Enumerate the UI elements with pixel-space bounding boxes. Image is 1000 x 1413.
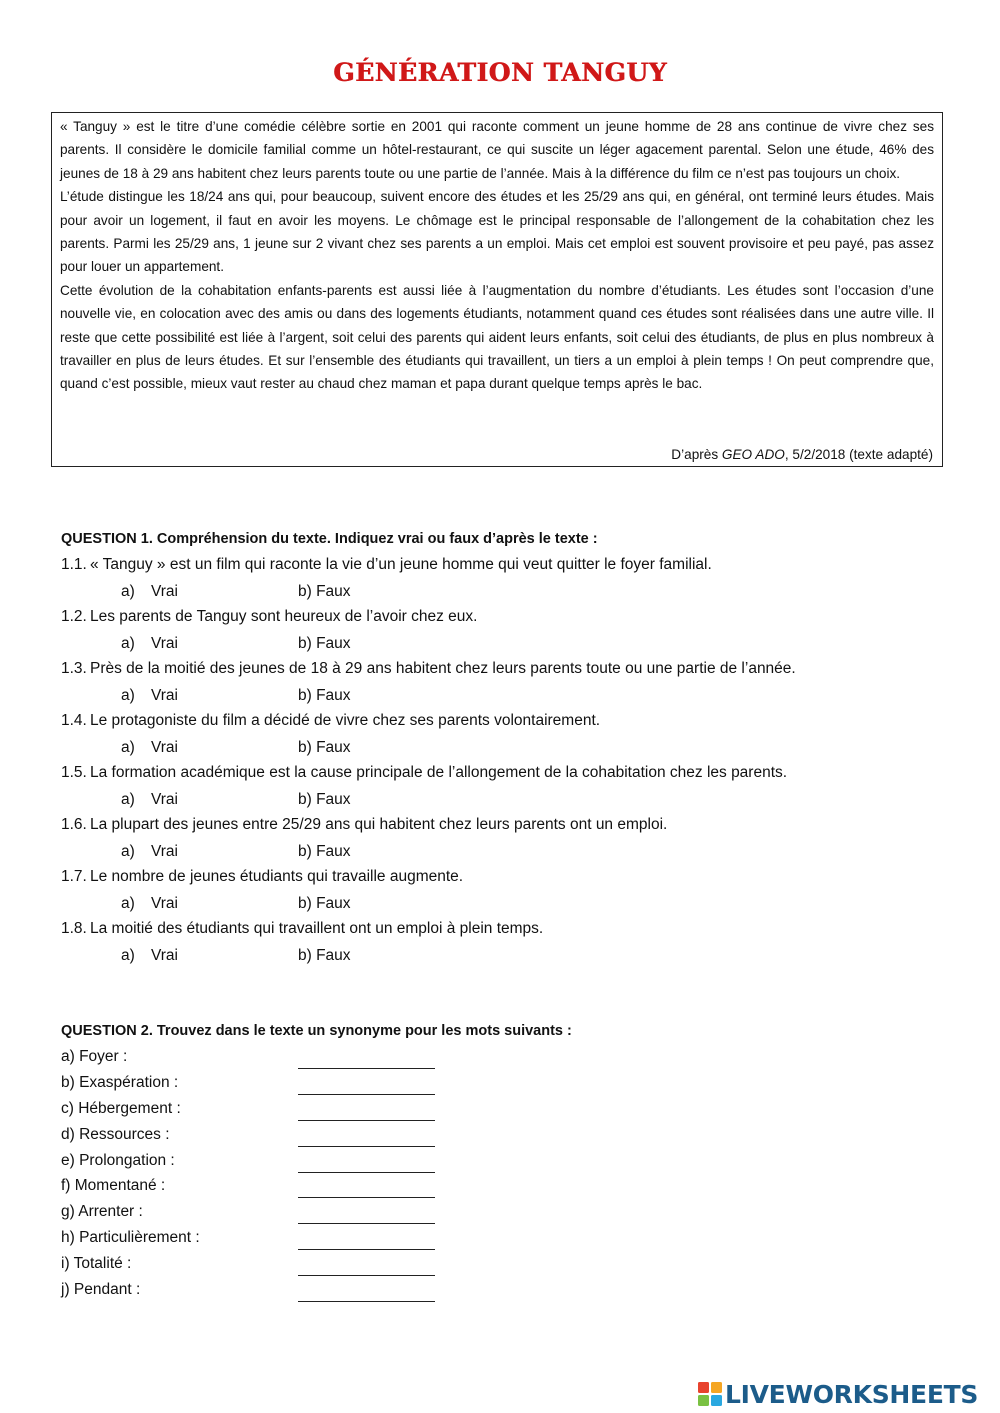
option-label: Vrai [151,791,178,808]
synonym-word: a) Foyer : [61,1048,128,1065]
option-faux[interactable]: b) Faux [298,947,351,964]
synonym-word: e) Prolongation : [61,1151,175,1169]
option-vrai[interactable] [121,791,178,809]
question-number: 1.8. [61,920,87,937]
question-item [61,608,961,660]
synonym-answer-input[interactable] [298,1257,435,1276]
liveworksheets-logo [697,1379,978,1409]
synonym-answer-input[interactable] [298,1283,435,1302]
reading-paragraph-2: L’étude distingue les 18/24 ans qui, pour beaucoup, suivent encore des études et les 25/29 ans qui, en général, ont terminé leurs études. Mais pour avoir un logement, il faut en avoir les moyens. Le chômage est le principal responsable de l’allongement de la cohabitation chez les parents. Parmi les 25/29 ans, 1 jeune sur 2 vivant chez ses parents a un emploi. Mais cet emploi est souvent provisoire et peu payé, pas assez pour louer un appartement. [60,189,934,275]
source-citation [671,447,933,462]
liveworksheets-logo-icon [697,1380,723,1408]
option-vrai[interactable] [121,635,178,653]
synonym-word: j) Pendant : [61,1281,141,1299]
option-letter: a) [121,583,135,600]
synonym-answer-input[interactable] [298,1179,435,1198]
synonym-word: d) Ressources : [61,1125,170,1143]
option-letter: a) [121,635,135,652]
synonym-list [61,1048,561,1307]
option-faux[interactable]: b) Faux [298,791,351,808]
question1-heading: QUESTION 1. Compréhension du texte. Indiquez vrai ou faux d’après le texte : [61,531,598,547]
question-number: 1.5. [61,764,87,781]
synonym-row [61,1203,561,1229]
page-title: GÉNÉRATION TANGUY [333,58,667,87]
synonym-row [61,1281,561,1307]
question-text: La plupart des jeunes entre 25/29 ans qui habitent chez leurs parents ont un emploi. [90,816,668,833]
synonym-answer-input[interactable] [298,1102,435,1121]
question-item [61,868,961,920]
option-letter: a) [121,947,135,964]
option-label: Vrai [151,843,178,860]
option-label: Vrai [151,739,178,756]
synonym-answer-input[interactable] [298,1128,435,1147]
option-letter: a) [121,895,135,912]
question-text: La moitié des étudiants qui travaillent ont un emploi à plein temps. [90,920,544,937]
question-number: 1.4. [61,712,87,729]
source-title: GEO ADO [721,447,785,462]
option-faux[interactable]: b) Faux [298,895,351,912]
synonym-answer-input[interactable] [298,1076,435,1095]
reading-text-box [51,112,943,467]
synonym-word: h) Particulièrement : [61,1229,200,1247]
option-faux[interactable]: b) Faux [298,687,351,704]
question-text: Près de la moitié des jeunes de 18 à 29 ans habitent chez leurs parents toute ou une partie de l’année. [90,660,796,677]
question-item [61,556,961,608]
question-text: Le nombre de jeunes étudiants qui travaille augmente. [90,868,464,885]
option-vrai[interactable] [121,843,178,861]
synonym-word: f) Momentané : [61,1177,166,1195]
synonym-row [61,1229,561,1255]
option-faux[interactable]: b) Faux [298,843,351,860]
option-vrai[interactable] [121,739,178,757]
question-item [61,712,961,764]
option-faux[interactable]: b) Faux [298,583,351,600]
synonym-row [61,1100,561,1126]
question2-heading: QUESTION 2. Trouvez dans le texte un synonyme pour les mots suivants : [61,1023,572,1039]
source-prefix: D’après [671,447,722,462]
option-letter: a) [121,791,135,808]
question-text: Les parents de Tanguy sont heureux de l’avoir chez eux. [90,608,478,625]
question-number: 1.1. [61,556,87,573]
synonym-answer-input[interactable] [298,1154,435,1173]
synonym-answer-input[interactable] [298,1050,435,1069]
question-number: 1.2. [61,608,87,625]
logo-text: LIVEWORKSHEETS [725,1379,979,1409]
synonym-word: b) Exaspération : [61,1073,179,1091]
question-item [61,816,961,868]
option-letter: a) [121,843,135,860]
option-label: Vrai [151,895,178,912]
question-number: 1.3. [61,660,87,677]
synonym-word: i) Totalité : [61,1255,132,1273]
option-letter: a) [121,739,135,756]
question-text: « Tanguy » est un film qui raconte la vie d’un jeune homme qui veut quitter le foyer familial. [90,556,712,573]
synonym-row [61,1152,561,1178]
question-number: 1.7. [61,868,87,885]
option-label: Vrai [151,583,178,600]
option-faux[interactable]: b) Faux [298,635,351,652]
question-text: La formation académique est la cause principale de l’allongement de la cohabitation chez les parents. [90,764,788,781]
source-suffix: , 5/2/2018 (texte adapté) [784,447,933,462]
question-text: Le protagoniste du film a décidé de vivre chez ses parents volontairement. [90,712,601,729]
option-label: Vrai [151,687,178,704]
synonym-row [61,1074,561,1100]
option-label: Vrai [151,947,178,964]
option-label: Vrai [151,635,178,652]
option-vrai[interactable] [121,947,178,965]
question-item [61,660,961,712]
question-number: 1.6. [61,816,87,833]
reading-paragraph-1: « Tanguy » est le titre d’une comédie célèbre sortie en 2001 qui raconte comment un jeune homme de 28 ans continue de vivre chez ses parents. Il considère le domicile familial comme un hôtel-restaurant, ce qui suscite un léger agacement parental. Selon une étude, 46% des jeunes de 18 à 29 ans habitent chez leurs parents toute ou une partie de l’année. Mais à la différence du film ce n’est pas toujours un choix. [60,119,934,181]
synonym-row [61,1126,561,1152]
synonym-row [61,1255,561,1281]
reading-paragraph-3: Cette évolution de la cohabitation enfants-parents est aussi liée à l’augmentation du nombre d’étudiants. Les études sont l’occasion d’une nouvelle vie, en colocation avec des amis ou dans des logements étudiants, notamment quand ces études sont réalisées dans une autre ville. Il reste que cette possibilité est liée à l’argent, soit celui des parents qui aident leurs enfants, soit celui des étudiants, de plus en plus nombreux à travailler en plus de leurs études. Et sur l’ensemble des étudiants qui travaillent, un tiers a un emploi à plein temps ! On peut comprendre que, quand c’est possible, mieux vaut rester au chaud chez maman et papa durant quelque temps après le bac. [60,282,934,392]
synonym-row [61,1048,561,1074]
question-item [61,764,961,816]
option-vrai[interactable] [121,687,178,705]
option-letter: a) [121,687,135,704]
synonym-word: g) Arrenter : [61,1203,143,1221]
synonym-answer-input[interactable] [298,1231,435,1250]
question1-list [61,556,961,972]
option-vrai[interactable] [121,583,178,601]
option-vrai[interactable] [121,895,178,913]
option-faux[interactable]: b) Faux [298,739,351,756]
synonym-answer-input[interactable] [298,1205,435,1224]
question-item [61,920,961,972]
synonym-word: c) Hébergement : [61,1099,181,1117]
synonym-row [61,1177,561,1203]
